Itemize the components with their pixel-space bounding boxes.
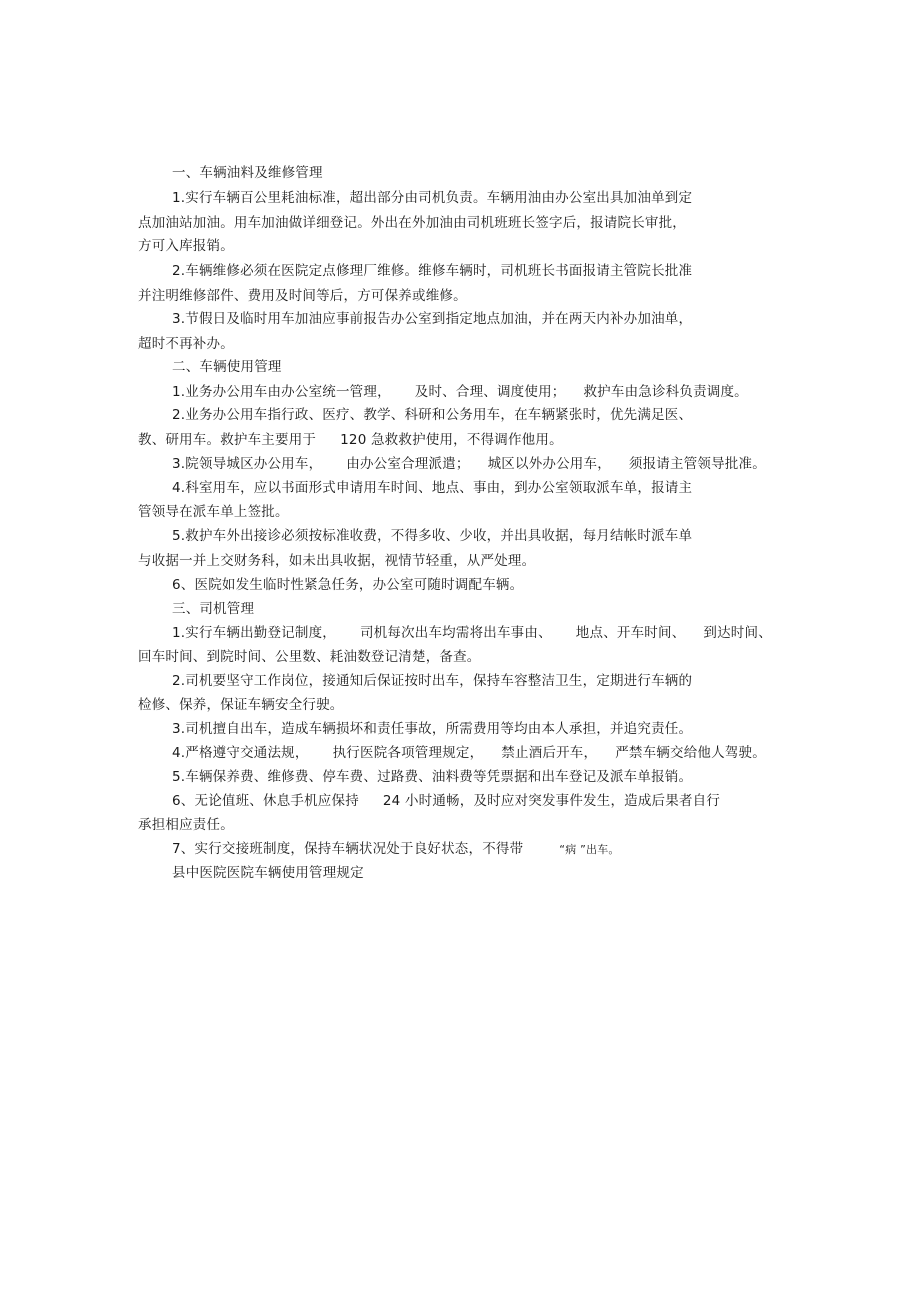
text-segment: 24 小时通畅，及时应对突发事件发生，造成后果者自行 [382,793,721,809]
paragraph-line: 检修、保养，保证车辆安全行驶。 [138,697,344,713]
text-segment: 禁止酒后开车， [501,745,598,761]
paragraph-line: 管领导在派车单上签批。 [138,504,289,520]
paragraph-line: 点加油站加油。用车加油做详细登记。外出在外加油由司机班班长签字后，报请院长审批， [138,215,686,231]
text-segment: 须报请主管领导批准。 [628,456,766,472]
text-segment: 及时、合理、调度使用； [414,384,566,400]
paragraph-line: 5.车辆保养费、维修费、停车费、过路费、油料费等凭票据和出车登记及派车单报销。 [172,769,693,785]
paragraph-line [172,623,832,643]
paragraph-line: 2.司机要坚守工作岗位，接通知后保证按时出车，保持车容整洁卫生，定期进行车辆的 [172,673,693,689]
text-segment: “病 ”出车。 [559,843,620,856]
paragraph-line: 与收据一并上交财务科，如未出具收据，视情节轻重，从严处理。 [138,553,536,569]
paragraph-line: 4.科室用车，应以书面形式申请用车时间、地点、事由，到办公室领取派车单，报请主 [172,480,693,496]
paragraph-line [138,430,798,450]
text-segment: 到达时间、 [703,625,772,641]
paragraph-line: 3.司机擅自出车，造成车辆损坏和责任事故，所需费用等均由本人承担，并追究责任。 [172,721,693,737]
text-segment: 城区以外办公用车， [487,456,611,472]
paragraph-line: 2.业务办公用车指行政、医疗、教学、科研和公务用车，在车辆紧张时，优先满足医、 [172,407,693,423]
text-segment: 教、研用车。救护车主要用于 [138,432,317,448]
text-segment: 3.院领导城区办公用车， [172,456,323,472]
text-segment: 6、无论值班、休息手机应保持 [172,793,359,809]
text-segment: 120 急救救护使用，不得调作他用。 [340,432,563,448]
paragraph-line: 并注明维修部件、费用及时间等后，方可保养或维修。 [138,288,467,304]
section-heading-fuel-maintenance: 一、车辆油料及维修管理 [172,165,323,181]
text-segment: 7、实行交接班制度，保持车辆状况处于良好状态，不得带 [172,841,524,857]
text-segment: 地点、开车时间、 [575,625,686,641]
paragraph-line: 超时不再补办。 [138,336,234,352]
document-title: 县中医院医院车辆使用管理规定 [172,865,364,881]
paragraph-line [172,382,832,402]
text-segment: 严禁车辆交给他人驾驶。 [615,745,766,761]
paragraph-line [172,839,832,860]
text-segment: 1.实行车辆出勤登记制度， [172,625,336,641]
text-segment: 4.严格遵守交通法规， [172,745,309,761]
paragraph-line [172,743,832,763]
paragraph-line: 5.救护车外出接诊必须按标准收费，不得多收、少收，并出具收据，每月结帐时派车单 [172,528,693,544]
text-segment: 由办公室合理派遣； [346,456,470,472]
paragraph-line: 承担相应责任。 [138,817,234,833]
paragraph-line: 3.节假日及临时用车加油应事前报告办公室到指定地点加油，并在两天内补办加油单， [172,311,693,327]
paragraph-line [172,791,832,811]
section-heading-vehicle-use: 二、车辆使用管理 [172,359,282,375]
paragraph-line: 方可入库报销。 [138,238,234,254]
text-segment: 司机每次出车均需将出车事由、 [359,625,552,641]
paragraph-line: 回车时间、到院时间、公里数、耗油数登记清楚，备查。 [138,649,481,665]
section-heading-driver-management: 三、司机管理 [172,601,255,617]
paragraph-line: 6、医院如发生临时性紧急任务，办公室可随时调配车辆。 [172,577,524,593]
paragraph-line [172,454,832,474]
paragraph-line: 2.车辆维修必须在医院定点修理厂维修。维修车辆时，司机班长书面报请主管院长批准 [172,263,693,279]
text-segment: 执行医院各项管理规定， [332,745,484,761]
text-segment: 1.业务办公用车由办公室统一管理， [172,384,391,400]
paragraph-line: 1.实行车辆百公里耗油标准，超出部分由司机负责。车辆用油由办公室出具加油单到定 [172,190,693,206]
text-segment: 救护车由急诊科负责调度。 [583,384,748,400]
